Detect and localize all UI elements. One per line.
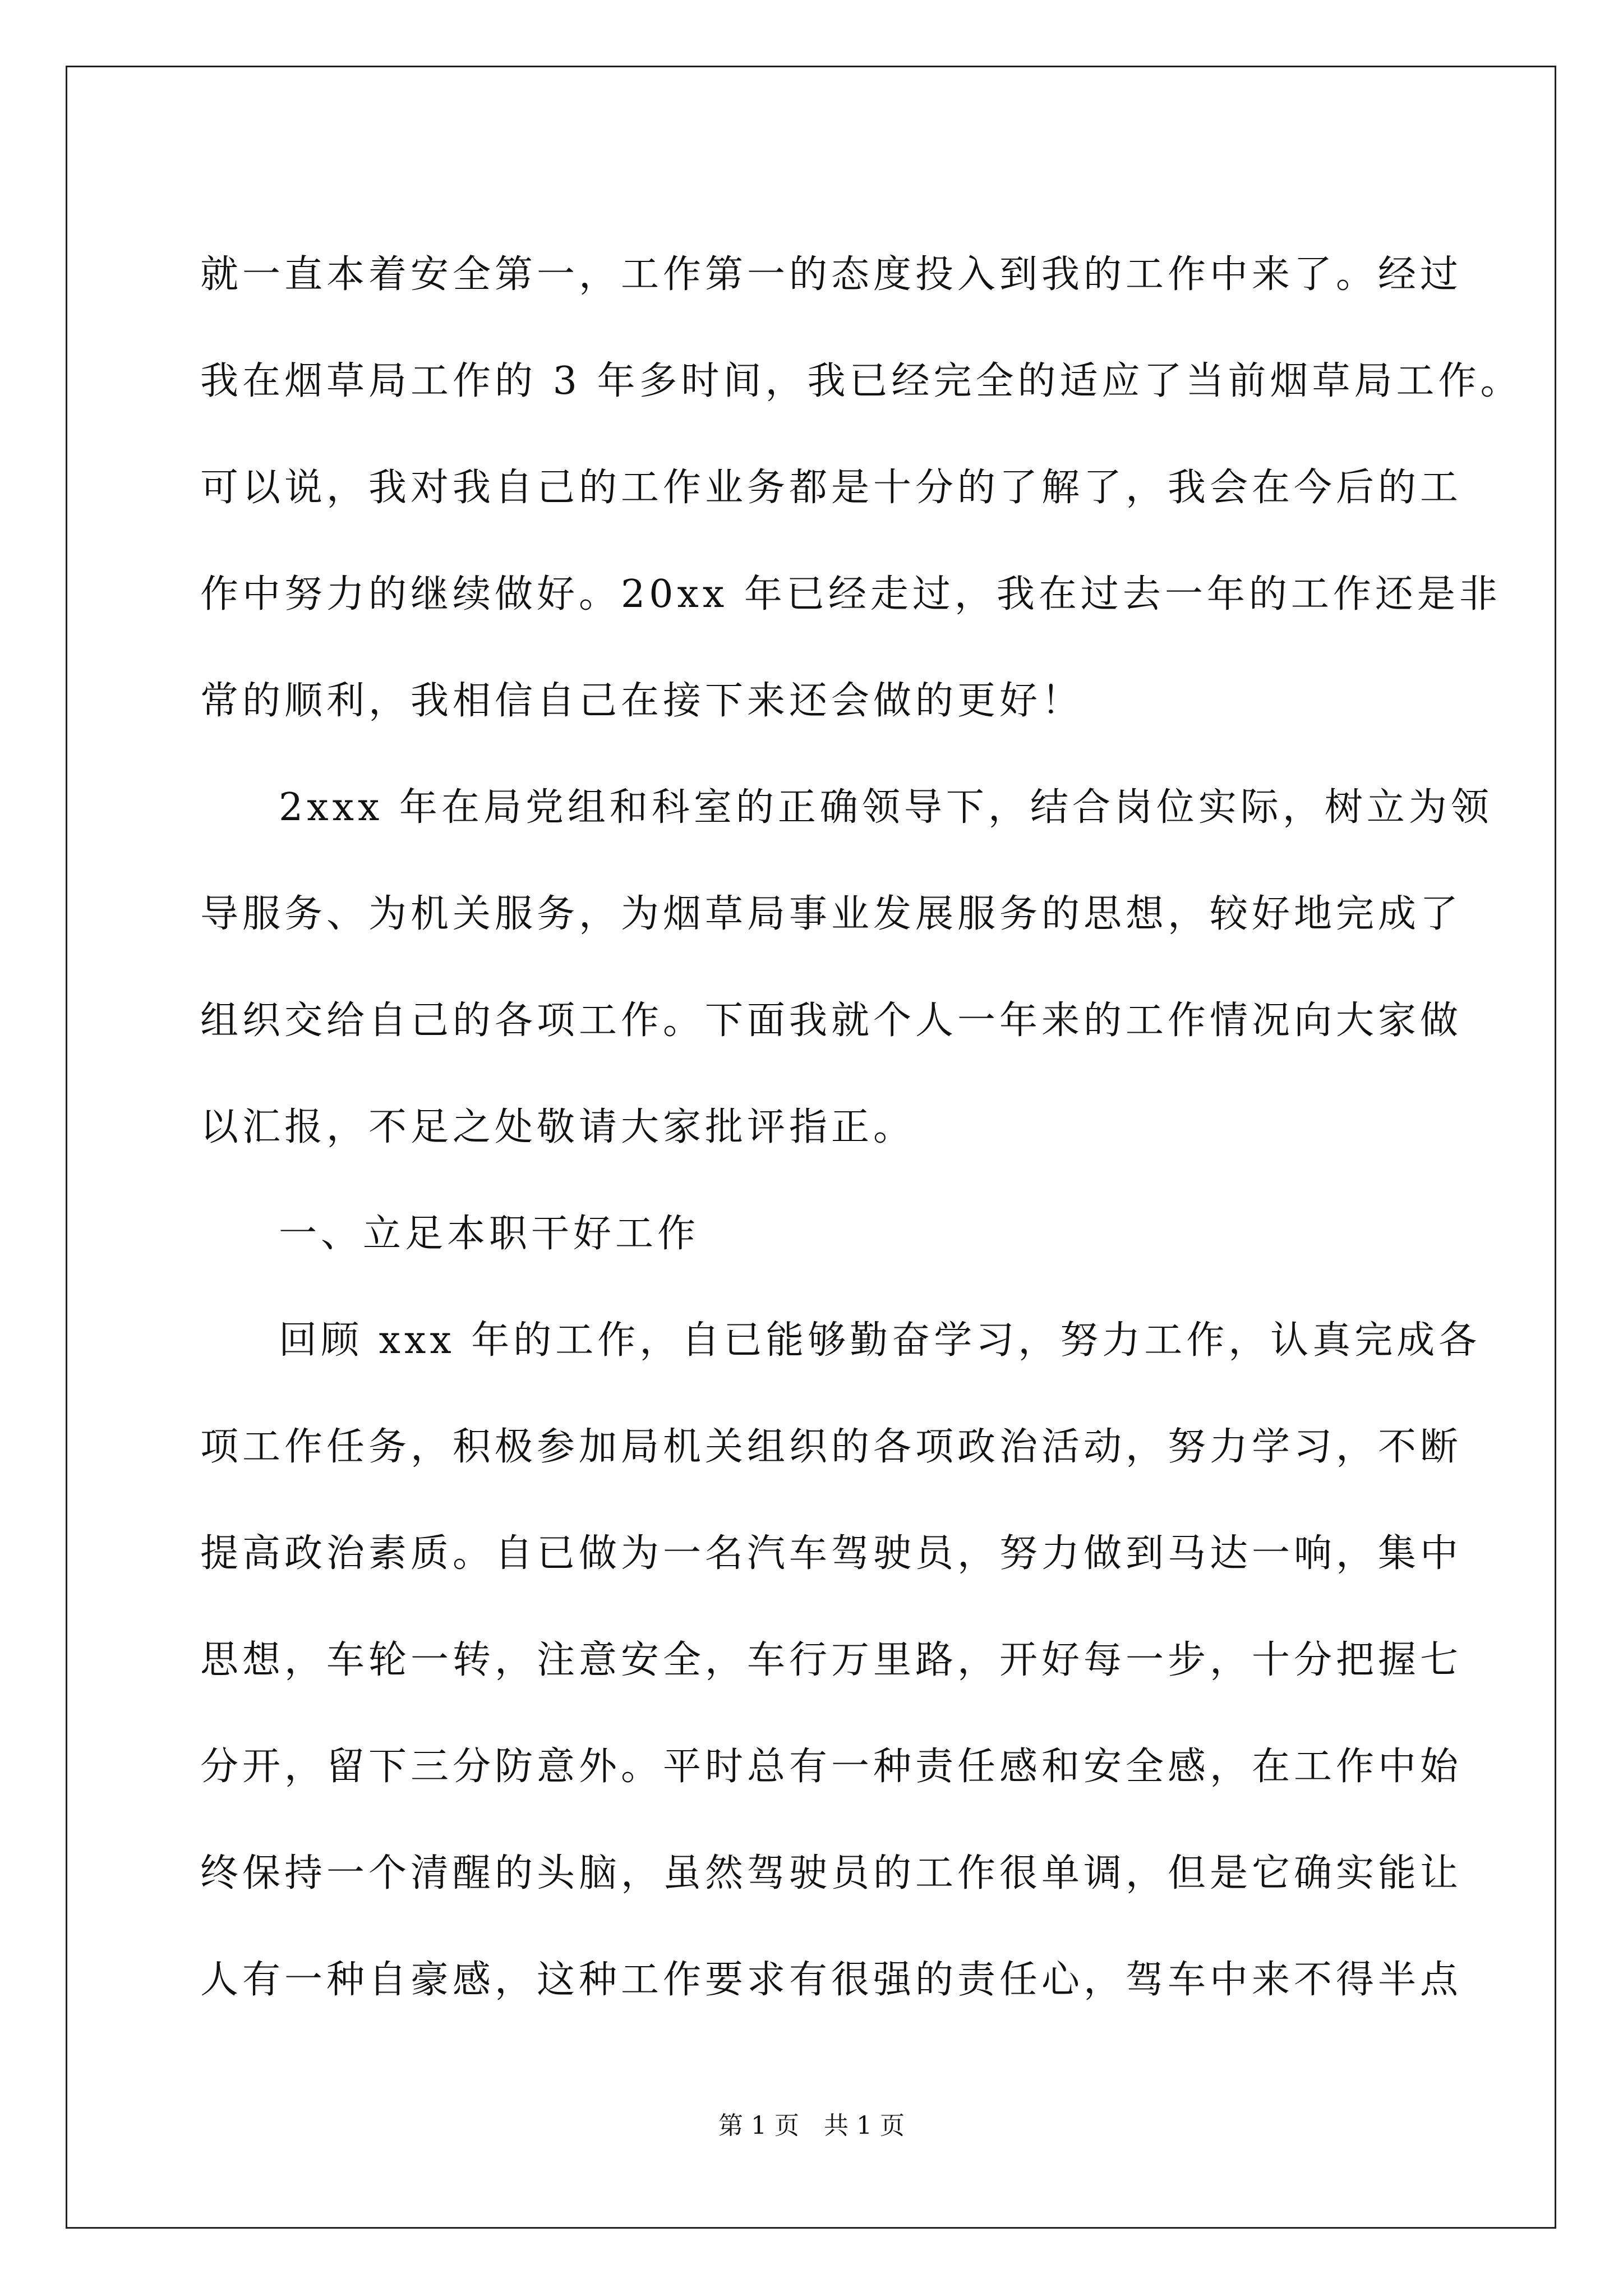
- text-line: 思想，车轮一转，注意安全，车行万里路，开好每一步，十分把握七: [200, 1638, 1463, 1682]
- text-line: 分开，留下三分防意外。平时总有一种责任感和安全感，在工作中始: [200, 1745, 1463, 1789]
- text-line: 可以说，我对我自己的工作业务都是十分的了解了，我会在今后的工: [200, 466, 1463, 510]
- text-line: 终保持一个清醒的头脑，虽然驾驶员的工作很单调，但是它确实能让: [200, 1851, 1463, 1895]
- text-line: 项工作任务，积极参加局机关组织的各项政治活动，努力学习，不断: [200, 1425, 1463, 1469]
- text-line: 我在烟草局工作的 3 年多时间，我已经完全的适应了当前烟草局工作。: [200, 359, 1523, 403]
- text-line: 就一直本着安全第一，工作第一的态度投入到我的工作中来了。经过: [200, 252, 1463, 297]
- text-line: 提高政治素质。自已做为一名汽车驾驶员，努力做到马达一响，集中: [200, 1531, 1463, 1576]
- section-heading: 一、立足本职干好工作: [279, 1212, 700, 1256]
- paragraph-first-line: 2xxx 年在局党组和科室的正确领导下，结合岗位实际，树立为领: [279, 785, 1493, 830]
- text-line: 作中努力的继续做好。20xx 年已经走过，我在过去一年的工作还是非: [200, 572, 1501, 616]
- text-line: 人有一种自豪感，这种工作要求有很强的责任心，驾车中来不得半点: [200, 1958, 1463, 2002]
- text-line: 以汇报，不足之处敬请大家批评指正。: [200, 1105, 916, 1149]
- text-line: 组织交给自己的各项工作。下面我就个人一年来的工作情况向大家做: [200, 999, 1463, 1043]
- text-line: 导服务、为机关服务，为烟草局事业发展服务的思想，较好地完成了: [200, 892, 1463, 936]
- text-line: 常的顺利，我相信自己在接下来还会做的更好！: [200, 679, 1084, 723]
- document-body: [200, 222, 1523, 2033]
- paragraph-first-line: 回顾 xxx 年的工作，自已能够勤奋学习，努力工作，认真完成各: [279, 1318, 1481, 1363]
- page-footer: 第 1 页 共 1 页: [718, 2111, 905, 2140]
